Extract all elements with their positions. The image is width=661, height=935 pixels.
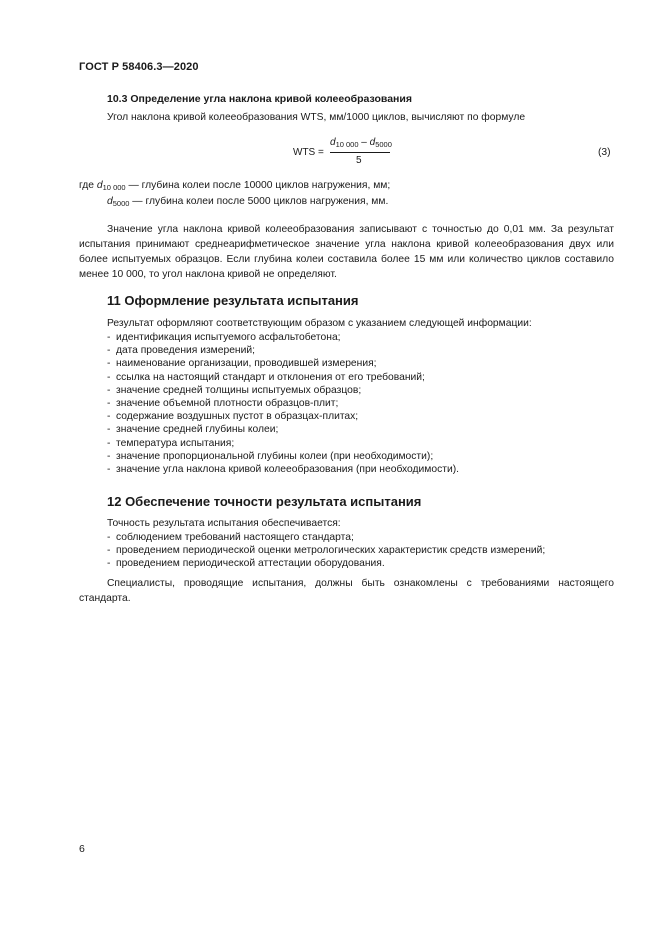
where-line-1 <box>79 180 390 192</box>
where-1-sub: 10 000 <box>102 183 126 192</box>
list-item-text: значение средней толщины испытуемых образцов; <box>116 384 362 396</box>
section-12-intro: Точность результата испытания обеспечивается: <box>107 518 341 529</box>
list-item <box>107 544 545 557</box>
page-number: 6 <box>79 843 85 855</box>
list-item-text: дата проведения измерений; <box>116 345 255 357</box>
bullet-dash: - <box>107 464 111 476</box>
section-11-list <box>107 331 459 476</box>
where-2-text: — глубина колеи после 5000 циклов нагружения, мм. <box>129 196 389 207</box>
formula-var-d2: d <box>369 137 376 148</box>
list-item <box>107 397 459 410</box>
bullet-dash: - <box>107 411 111 423</box>
formula-wts <box>293 137 413 171</box>
formula-numerator <box>330 137 392 149</box>
bullet-dash: - <box>107 345 111 357</box>
list-item <box>107 384 459 397</box>
list-item-text: значение средней глубины колеи; <box>116 424 279 436</box>
bullet-dash: - <box>107 450 111 462</box>
equation-number: (3) <box>598 147 611 158</box>
bullet-dash: - <box>107 332 111 343</box>
fraction-bar <box>330 152 390 153</box>
list-item <box>107 357 459 370</box>
formula-minus: – <box>358 137 370 148</box>
list-item-text: наименование организации, проводившей измерения; <box>116 358 377 370</box>
where-line-2 <box>107 196 388 208</box>
bullet-dash: - <box>107 358 111 370</box>
where-2-var: d <box>107 196 113 207</box>
section-11-title: 11 Оформление результата испытания <box>107 293 359 308</box>
list-item-text: содержание воздушных пустот в образцах-плитах; <box>116 411 359 423</box>
bullet-dash: - <box>107 558 111 570</box>
section-12-list <box>107 531 545 571</box>
list-item <box>107 371 459 384</box>
list-item-text: ссылка на настоящий стандарт и отклонения от его требований; <box>116 371 425 383</box>
list-item-text: значение пропорциональной глубины колеи (при необходимости); <box>116 450 434 462</box>
formula-denominator: 5 <box>356 155 362 166</box>
section-10-3-title: 10.3 Определение угла наклона кривой колееобразования <box>107 93 412 105</box>
list-item-text: проведением периодической аттестации оборудования. <box>116 558 385 570</box>
list-item-text: значение угла наклона кривой колееобразования (при необходимости). <box>116 464 460 476</box>
section-11-intro: Результат оформляют соответствующим образом с указанием следующей информации: <box>107 318 532 329</box>
section-10-3-intro: Угол наклона кривой колееобразования WTS, мм/1000 циклов, вычисляют по формуле <box>107 112 526 123</box>
where-1-text: — глубина колеи после 10000 циклов нагружения, мм; <box>125 180 391 191</box>
list-item-text: проведением периодической оценки метрологических характеристик средств измерений; <box>116 545 546 557</box>
bullet-dash: - <box>107 384 111 396</box>
where-label: где <box>79 180 95 191</box>
list-item <box>107 423 459 436</box>
bullet-dash: - <box>107 371 111 383</box>
bullet-dash: - <box>107 545 111 557</box>
section-12-paragraph: Специалисты, проводящие испытания, должны быть ознакомлены с требованиями настоящего стандарта. <box>79 578 614 604</box>
list-item-text: значение объемной плотности образцов-плит; <box>116 398 339 410</box>
list-item-text: идентификация испытуемого асфальтобетона; <box>116 332 341 343</box>
formula-lhs: WTS = <box>293 147 324 158</box>
list-item <box>107 450 459 463</box>
where-2-sub: 5000 <box>112 199 130 208</box>
bullet-dash: - <box>107 424 111 436</box>
where-1-var: d <box>96 180 103 191</box>
document-header: ГОСТ Р 58406.3—2020 <box>79 61 199 73</box>
list-item <box>107 437 459 450</box>
list-item <box>107 531 545 544</box>
formula-var-d1: d <box>330 137 336 148</box>
formula-sub-2: 5000 <box>375 140 392 149</box>
list-item <box>107 463 459 476</box>
list-item-text: температура испытания; <box>116 437 235 449</box>
bullet-dash: - <box>107 437 111 449</box>
list-item <box>107 344 459 357</box>
list-item-text: соблюдением требований настоящего стандарта; <box>116 532 354 543</box>
list-item <box>107 557 545 570</box>
list-item <box>107 331 459 344</box>
bullet-dash: - <box>107 532 111 543</box>
section-12-title: 12 Обеспечение точности результата испытания <box>107 494 422 509</box>
list-item <box>107 410 459 423</box>
bullet-dash: - <box>107 398 111 410</box>
section-10-3-paragraph: Значение угла наклона кривой колееобразования записывают с точностью до 0,01 мм. За результат испытания принимают среднеарифметическое значение угла наклона кривой колееобразования двух или более испытуемых образцов. Если глубина колеи составила более 15 мм или количество циклов составило менее 10 000, то угол наклона кривой не определяют. <box>79 224 614 280</box>
formula-sub-1: 10 000 <box>335 140 359 149</box>
